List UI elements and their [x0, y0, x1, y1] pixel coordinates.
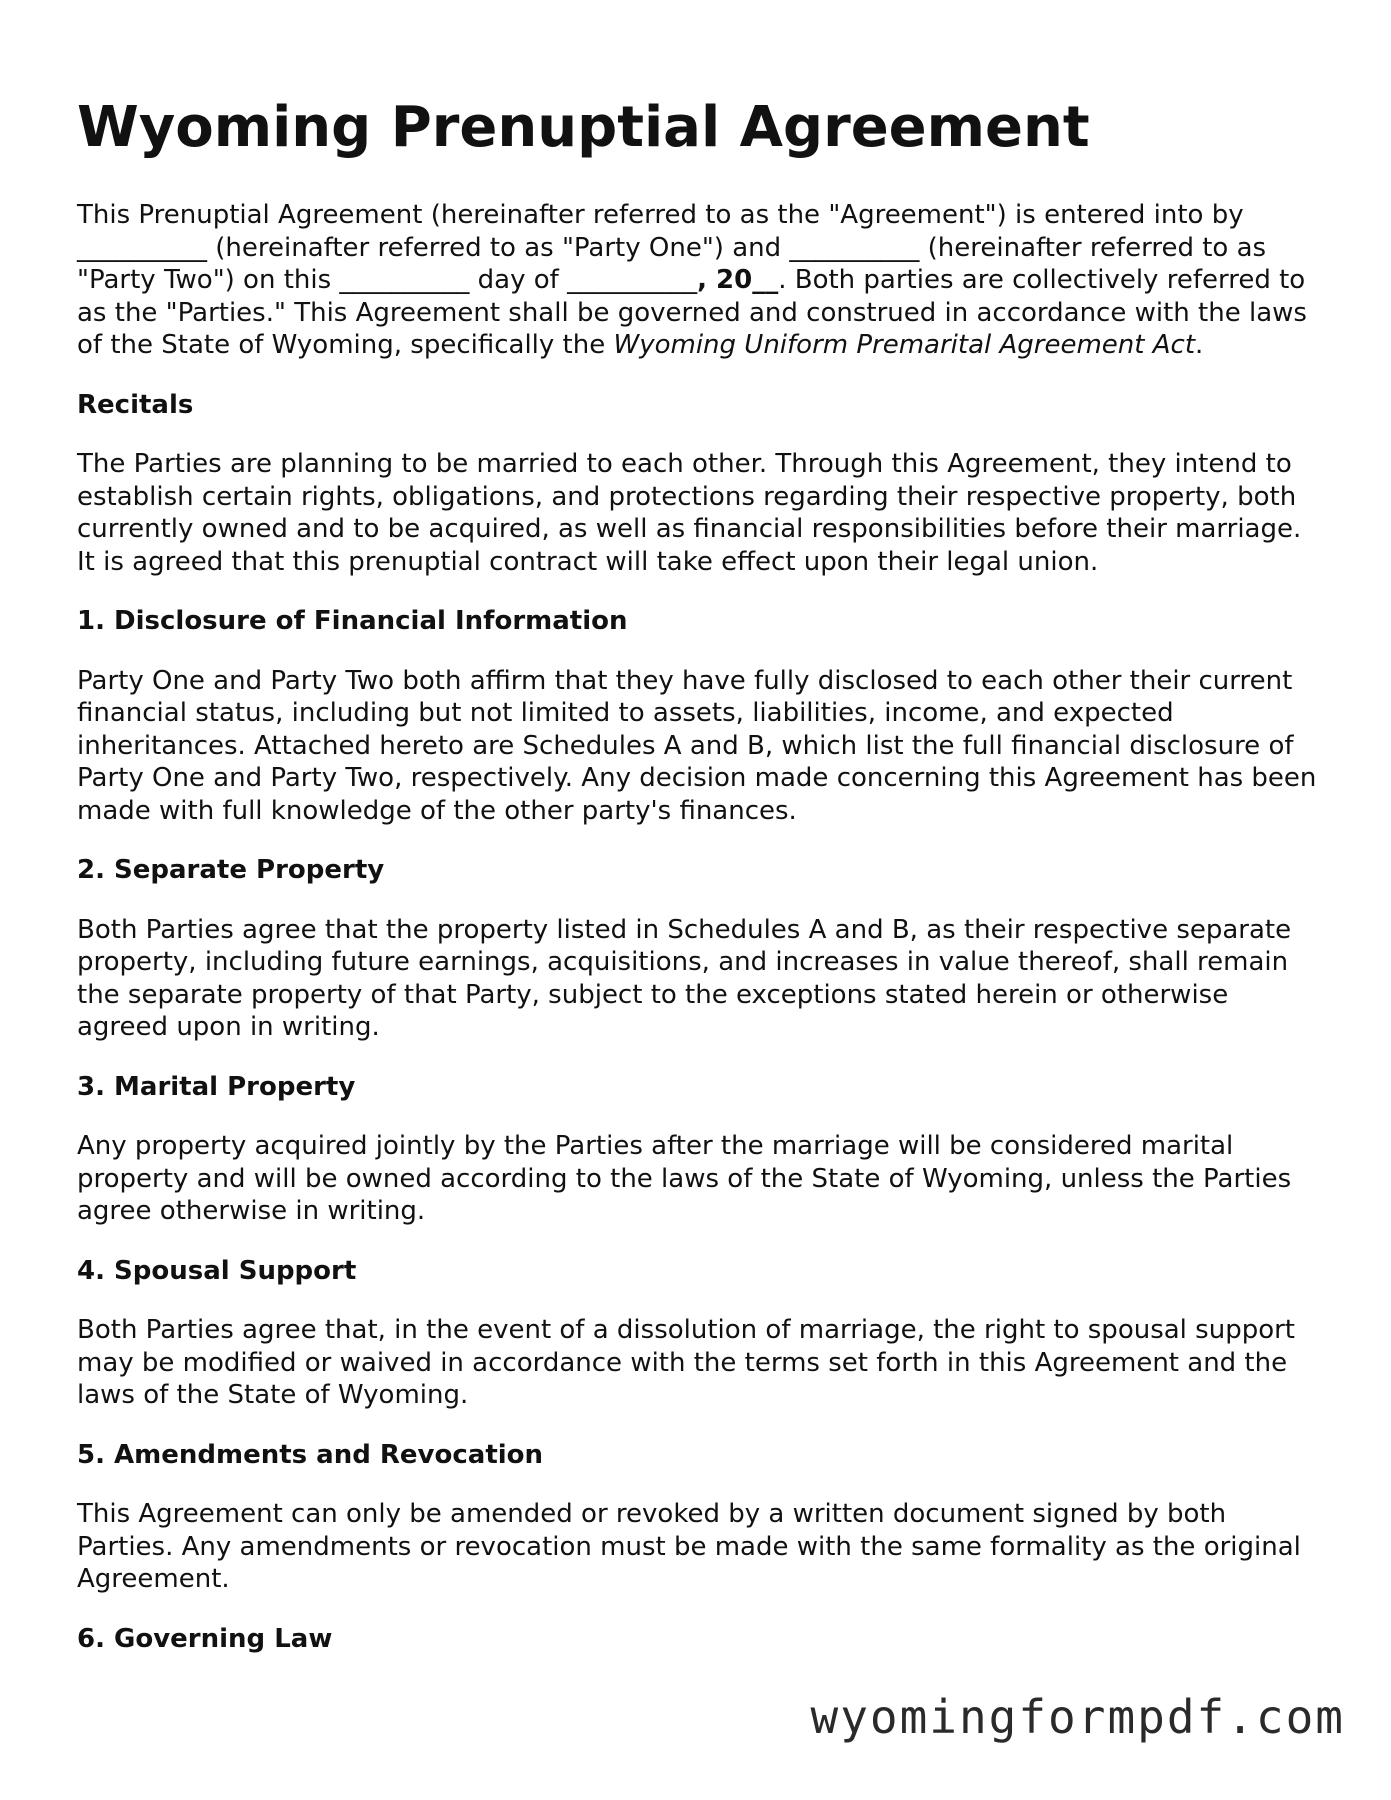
document-title: Wyoming Prenuptial Agreement [77, 95, 1090, 160]
intro-paragraph [77, 199, 1317, 362]
section-body-recitals: The Parties are planning to be married to each other. Through this Agreement, they intend to establish certain rights, obligations, and protections regarding their respective property, both currently owned and to be acquired, as well as financial responsibilities before their marriage. It is agreed that this prenuptial contract will take effect upon their legal union. [77, 449, 1302, 577]
section-body-disclosure: Party One and Party Two both affirm that they have fully disclosed to each other their current financial status, including but not limited to assets, liabilities, income, and expected inheritances. Attached hereto are Schedules A and B, which list the full financial disclosure of Party One and Party Two, respectively. Any decision made concerning this Agreement has been made with full knowledge of the other party's finances. [77, 665, 1317, 826]
section-heading-governing-law: 6. Governing Law [77, 1623, 333, 1654]
section-body-amendments: This Agreement can only be amended or revoked by a written document signed by both Parties. Any amendments or revocation must be made with the same formality as the original Agreement. [77, 1499, 1301, 1594]
section-heading-separate-property: 2. Separate Property [77, 855, 385, 885]
intro-text-1: This Prenuptial Agreement (hereinafter referred to as the "Agreement") is entered into by __________ (hereinafter referred to as "Party One") and __________ (hereinafter referred to as "Party Two") on this __________ day of [77, 200, 1267, 295]
year-blank: , 20__ [697, 265, 779, 295]
section-heading-amendments: 5. Amendments and Revocation [77, 1439, 544, 1470]
watermark: wyomingformpdf.com [810, 1690, 1345, 1744]
section-heading-recitals: Recitals [77, 389, 194, 420]
section-heading-marital-property: 3. Marital Property [77, 1071, 356, 1102]
section-heading-disclosure: 1. Disclosure of Financial Information [77, 606, 628, 636]
section-body-separate-property: Both Parties agree that the property listed in Schedules A and B, as their respective separate property, including future earnings, acquisitions, and increases in value thereof, shall remain the separate property of that Party, subject to the exceptions stated herein or otherwise agreed upon in writing. [77, 914, 1292, 1042]
month-blank: __________ [567, 265, 698, 295]
document-page [77, 95, 1317, 1682]
intro-text-2: . Both parties are collectively referred to as the "Parties." This Agreement shall be governed and construed in accordance with the laws of the State of Wyoming, specifically the [77, 265, 1307, 360]
section-body-spousal-support: Both Parties agree that, in the event of a dissolution of marriage, the right to spousal support may be modified or waived in accordance with the terms set forth in this Agreement and the laws of the State of Wyoming. [77, 1315, 1295, 1410]
section-heading-spousal-support: 4. Spousal Support [77, 1255, 357, 1286]
section-body-marital-property: Any property acquired jointly by the Parties after the marriage will be considered marital property and will be owned according to the laws of the State of Wyoming, unless the Parties agree otherwise in writing. [77, 1131, 1292, 1226]
intro-text-3: . [1195, 330, 1204, 360]
act-name: Wyoming Uniform Premarital Agreement Act [613, 330, 1196, 360]
